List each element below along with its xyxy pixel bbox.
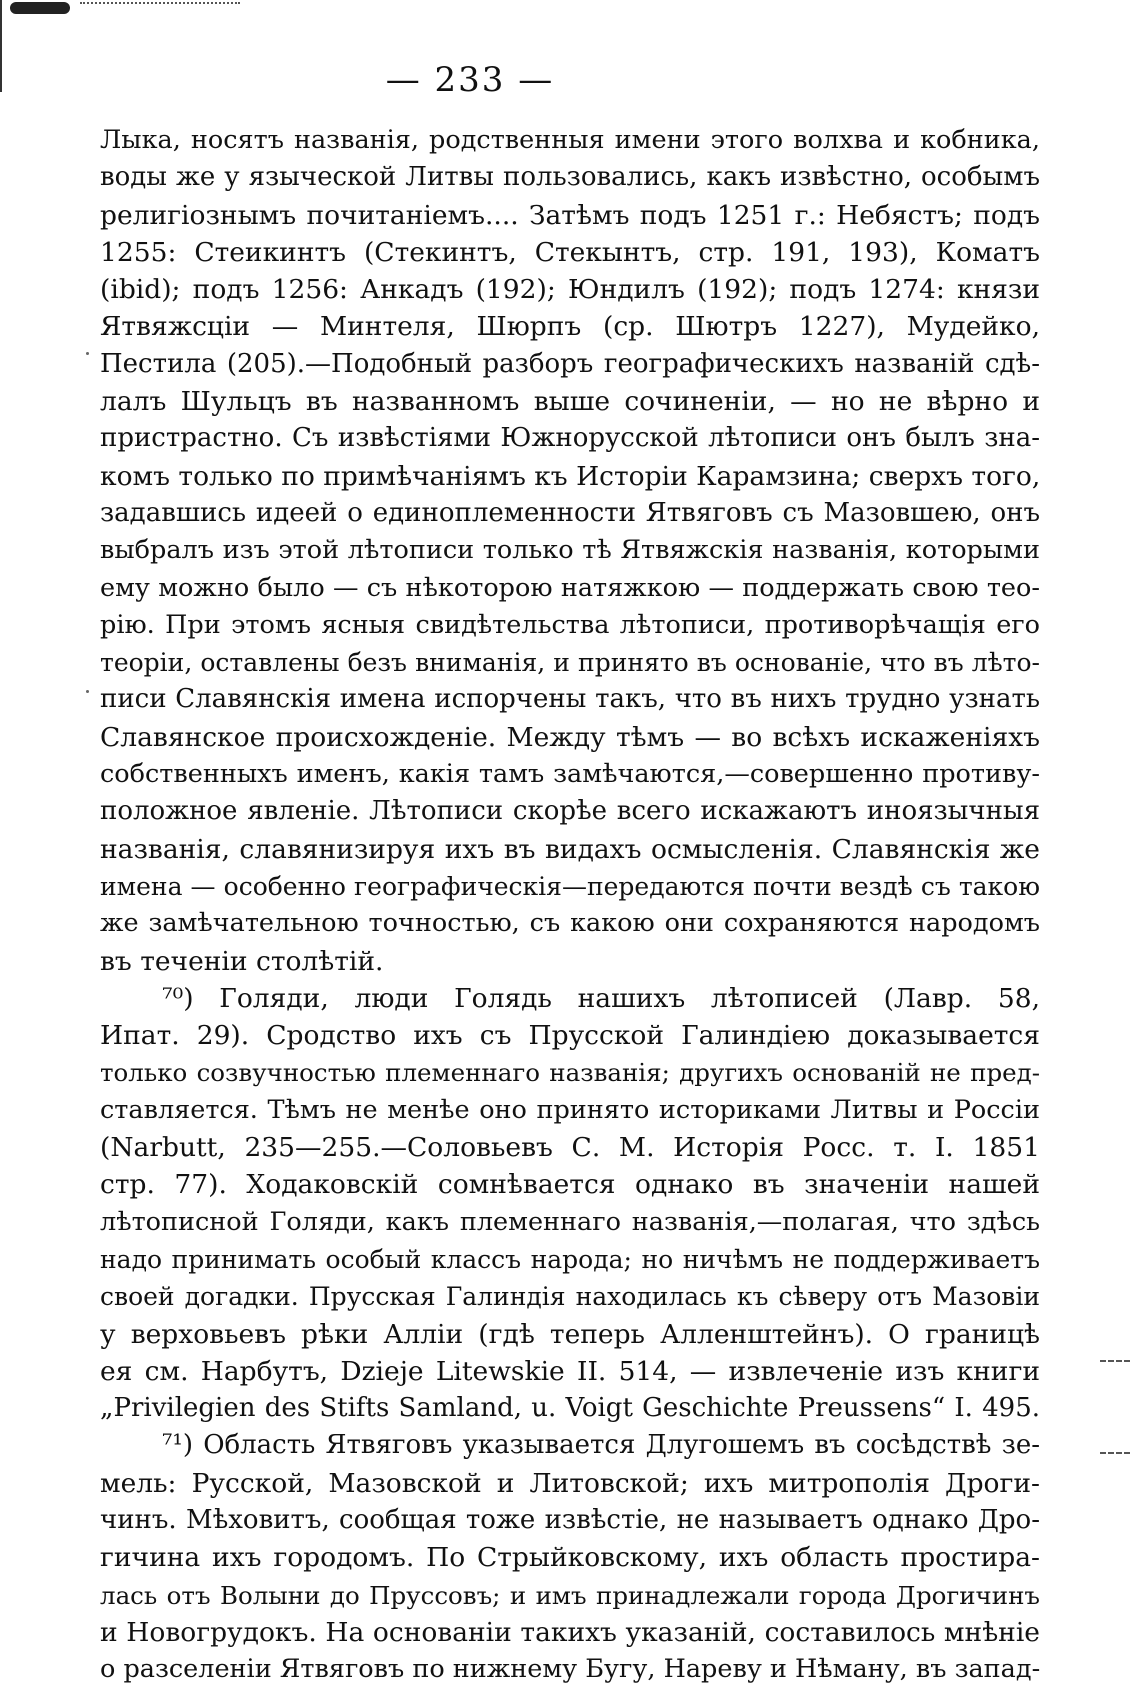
text-line: теоріи, оставлены безъ вниманія, и принято въ основаніе, что въ лѣто-	[100, 648, 1040, 678]
text-line: собственныхъ именъ, какія тамъ замѣчаются,—совершенно противу-	[100, 759, 1040, 790]
text-line: названія, славянизируя ихъ въ видахъ осмысленія. Славянскія же	[100, 833, 1040, 865]
scan-dash	[1100, 1360, 1130, 1364]
text-line: воды же у языческой Литвы пользовались, какъ извѣстно, особымъ	[100, 162, 1040, 193]
text-line: положное явленіе. Лѣтописи скорѣе всего искажаютъ иноязычныя	[100, 796, 1040, 827]
text-line: Ипат. 29). Сродство ихъ съ Прусской Галиндіею доказывается	[100, 1020, 1040, 1052]
page-number: — 233 —	[385, 60, 555, 100]
text-line: надо принимать особый классъ народа; но ничѣмъ не поддерживаетъ	[100, 1244, 1040, 1274]
text-line: комъ только по примѣчаніямъ къ Исторіи Карамзина; сверхъ того,	[100, 460, 1040, 492]
footnote-70-start: ⁷⁰) Голяди, люди Голядь нашихъ лѣтописей (Лавр. 58,	[162, 982, 1040, 1014]
book-page	[100, 0, 1040, 1699]
scan-speck	[86, 352, 89, 355]
text-line: пристрастно. Съ извѣстіями Южнорусской лѣтописи онъ былъ зна-	[100, 423, 1040, 454]
text-line: своей догадки. Прусская Галиндія находилась къ сѣверу отъ Мазовіи	[100, 1282, 1040, 1312]
text-line: писи Славянскія имена испорчены такъ, что въ нихъ трудно узнать	[100, 684, 1040, 715]
scan-ink-blot	[10, 2, 70, 14]
text-line: рію. При этомъ ясныя свидѣтельства лѣтописи, противорѣчащія его	[100, 609, 1040, 640]
body-text	[100, 122, 1040, 1688]
text-line: задавшись идеей о единоплеменности Ятвяговъ съ Мазовшею, онъ	[100, 497, 1040, 528]
text-line: Славянское происхожденіе. Между тѣмъ — во всѣхъ искаженіяхъ	[100, 721, 1040, 753]
paragraph-end-line: въ теченіи столѣтій.	[100, 945, 384, 977]
text-line: чинъ. Мѣховитъ, сообщая тоже извѣстіе, не называетъ однако Дро-	[100, 1504, 1040, 1535]
text-line: ему можно было — съ нѣкоторою натяжкою — поддержать свою тео-	[100, 572, 1040, 603]
text-line: гичина ихъ городомъ. По Стрыйковскому, ихъ область простира-	[100, 1542, 1040, 1574]
scan-speck	[86, 690, 89, 693]
text-line: имена — особенно географическія—передаются почти вездѣ съ такою	[100, 871, 1040, 901]
text-line: ея см. Нарбутъ, Dzieje Litewskie II. 514, — извлеченіе изъ книги	[100, 1355, 1040, 1387]
text-line: Пестила (205).—Подобный разборъ географическихъ названій сдѣ-	[100, 348, 1040, 379]
text-line: только созвучностью племеннаго названія; другихъ основаній не пред-	[100, 1058, 1040, 1088]
text-line: лѣтописной Голяди, какъ племеннаго названія,—полагая, что здѣсь	[100, 1206, 1040, 1237]
text-line: Ятвяжсціи — Минтеля, Шюрпъ (ср. Шютръ 1227), Мудейко,	[100, 311, 1040, 343]
text-line: лась отъ Волыни до Пруссовъ; и имъ принадлежали города Дрогичинъ	[100, 1580, 1040, 1610]
text-line: стр. 77). Ходаковскій сомнѣвается однако въ значеніи нашей	[100, 1169, 1040, 1201]
footnote-71-start: ⁷¹) Область Ятвяговъ указывается Длугошемъ въ сосѣдствѣ зе-	[162, 1430, 1040, 1461]
text-line: у верховьевъ рѣки Алліи (гдѣ теперь Алленштейнъ). О границѣ	[100, 1318, 1040, 1350]
text-line: о разселеніи Ятвяговъ по нижнему Бугу, Нареву и Нѣману, въ запад-	[100, 1654, 1040, 1685]
text-line: лалъ Шульцъ въ названномъ выше сочиненіи, — но не вѣрно и	[100, 386, 1040, 418]
text-line: выбралъ изъ этой лѣтописи только тѣ Ятвяжскія названія, которыми	[100, 535, 1040, 566]
text-line: 1255: Стеикинтъ (Стекинтъ, Стекынтъ, стр. 191, 193), Коматъ	[100, 236, 1040, 268]
text-line: религіознымъ почитаніемъ.... Затѣмъ подъ 1251 г.: Небястъ; подъ	[100, 199, 1040, 231]
text-line: (ibid); подъ 1256: Анкадъ (192); Юндилъ (192); подъ 1274: князи	[100, 274, 1040, 306]
text-line: (Narbutt, 235—255.—Соловьевъ С. М. Исторія Росс. т. I. 1851	[100, 1132, 1040, 1164]
text-line: ставляется. Тѣмъ не менѣе оно принято историками Литвы и Россіи	[100, 1094, 1040, 1125]
text-line: и Новогрудокъ. На основаніи такихъ указаній, составилось мнѣніе	[100, 1616, 1040, 1648]
text-line: мель: Русской, Мазовской и Литовской; ихъ митрополія Дроги-	[100, 1467, 1040, 1499]
text-line: „Privilegien des Stifts Samland, u. Voigt Geschichte Preussens“ I. 495.	[100, 1393, 1040, 1424]
text-line: Лыка, носятъ названія, родственныя имени этого волхва и кобника,	[100, 125, 1040, 155]
scan-dash	[1100, 1452, 1130, 1456]
text-line: же замѣчательною точностью, съ какою они сохраняются народомъ	[100, 908, 1040, 939]
